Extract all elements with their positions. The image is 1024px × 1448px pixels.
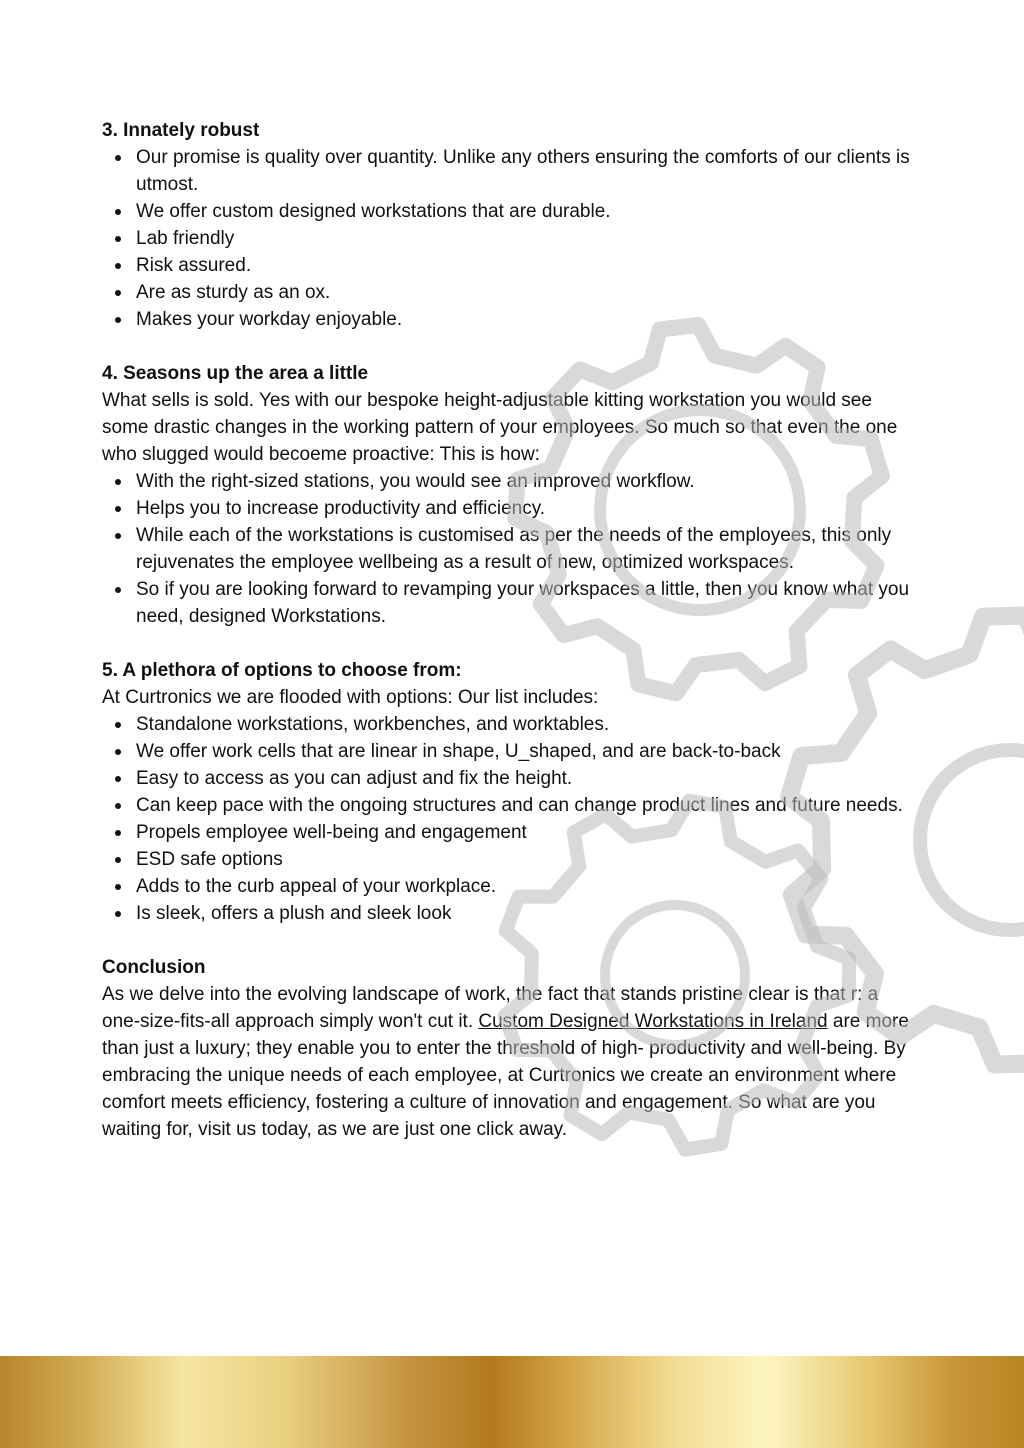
section-heading: 3. Innately robust [102,120,260,141]
document-body [102,117,914,1170]
list-item: Adds to the curb appeal of your workplace. [136,873,914,900]
conclusion-text-before: As we delve into the evolving landscape of work, the fact that stands pristine clear is that r: a one-size-fits-all approach simply won't cut it. [102,984,879,1032]
section-plethora-options [102,657,914,927]
list-item: Propels employee well-being and engagement [136,819,914,846]
list-item: Can keep pace with the ongoing structures and can change product lines and future needs. [136,792,914,819]
section-heading: 4. Seasons up the area a little [102,363,369,384]
section-intro: What sells is sold. Yes with our bespoke height-adjustable kitting workstation you would see some drastic changes in the working pattern of your employees. So much so that even the one who slugged would becoeme proactive: This is how: [102,390,898,465]
bullet-list [102,144,914,333]
section-innately-robust [102,117,914,333]
conclusion-text-after: are more than just a luxury; they enable you to enter the threshold of high- productivity and well-being. By embracing the unique needs of each employee, at Curtronics we create an environment where comfort meets efficiency, fostering a culture of innovation and engagement. So what are you waiting for, visit us today, as we are just one click away. [102,1011,909,1140]
list-item: We offer custom designed workstations that are durable. [136,198,914,225]
list-item: Our promise is quality over quantity. Unlike any others ensuring the comforts of our clients is utmost. [136,144,914,198]
footer-gold-band [0,1356,1024,1448]
list-item: Risk assured. [136,252,914,279]
section-heading: 5. A plethora of options to choose from: [102,660,462,681]
list-item: Helps you to increase productivity and efficiency. [136,495,914,522]
gear-hole [920,750,1024,930]
conclusion-paragraph [102,981,914,1143]
section-intro: At Curtronics we are flooded with options: Our list includes: [102,687,599,708]
section-heading: Conclusion [102,957,206,978]
list-item: Lab friendly [136,225,914,252]
bullet-list [102,711,914,927]
list-item: Are as sturdy as an ox. [136,279,914,306]
list-item: So if you are looking forward to revamping your workspaces a little, then you know what you need, designed Workstations. [136,576,914,630]
list-item: ESD safe options [136,846,914,873]
list-item: While each of the workstations is customised as per the needs of the employees, this only rejuvenates the employee wellbeing as a result of new, optimized workspaces. [136,522,914,576]
list-item: Easy to access as you can adjust and fix the height. [136,765,914,792]
section-conclusion [102,954,914,1143]
list-item: Makes your workday enjoyable. [136,306,914,333]
list-item: Is sleek, offers a plush and sleek look [136,900,914,927]
custom-workstations-link[interactable]: Custom Designed Workstations in Ireland [478,1011,828,1032]
list-item: We offer work cells that are linear in shape, U_shaped, and are back-to-back [136,738,914,765]
list-item: With the right-sized stations, you would see an improved workflow. [136,468,914,495]
bullet-list [102,468,914,630]
list-item: Standalone workstations, workbenches, and worktables. [136,711,914,738]
section-seasons-up [102,360,914,630]
